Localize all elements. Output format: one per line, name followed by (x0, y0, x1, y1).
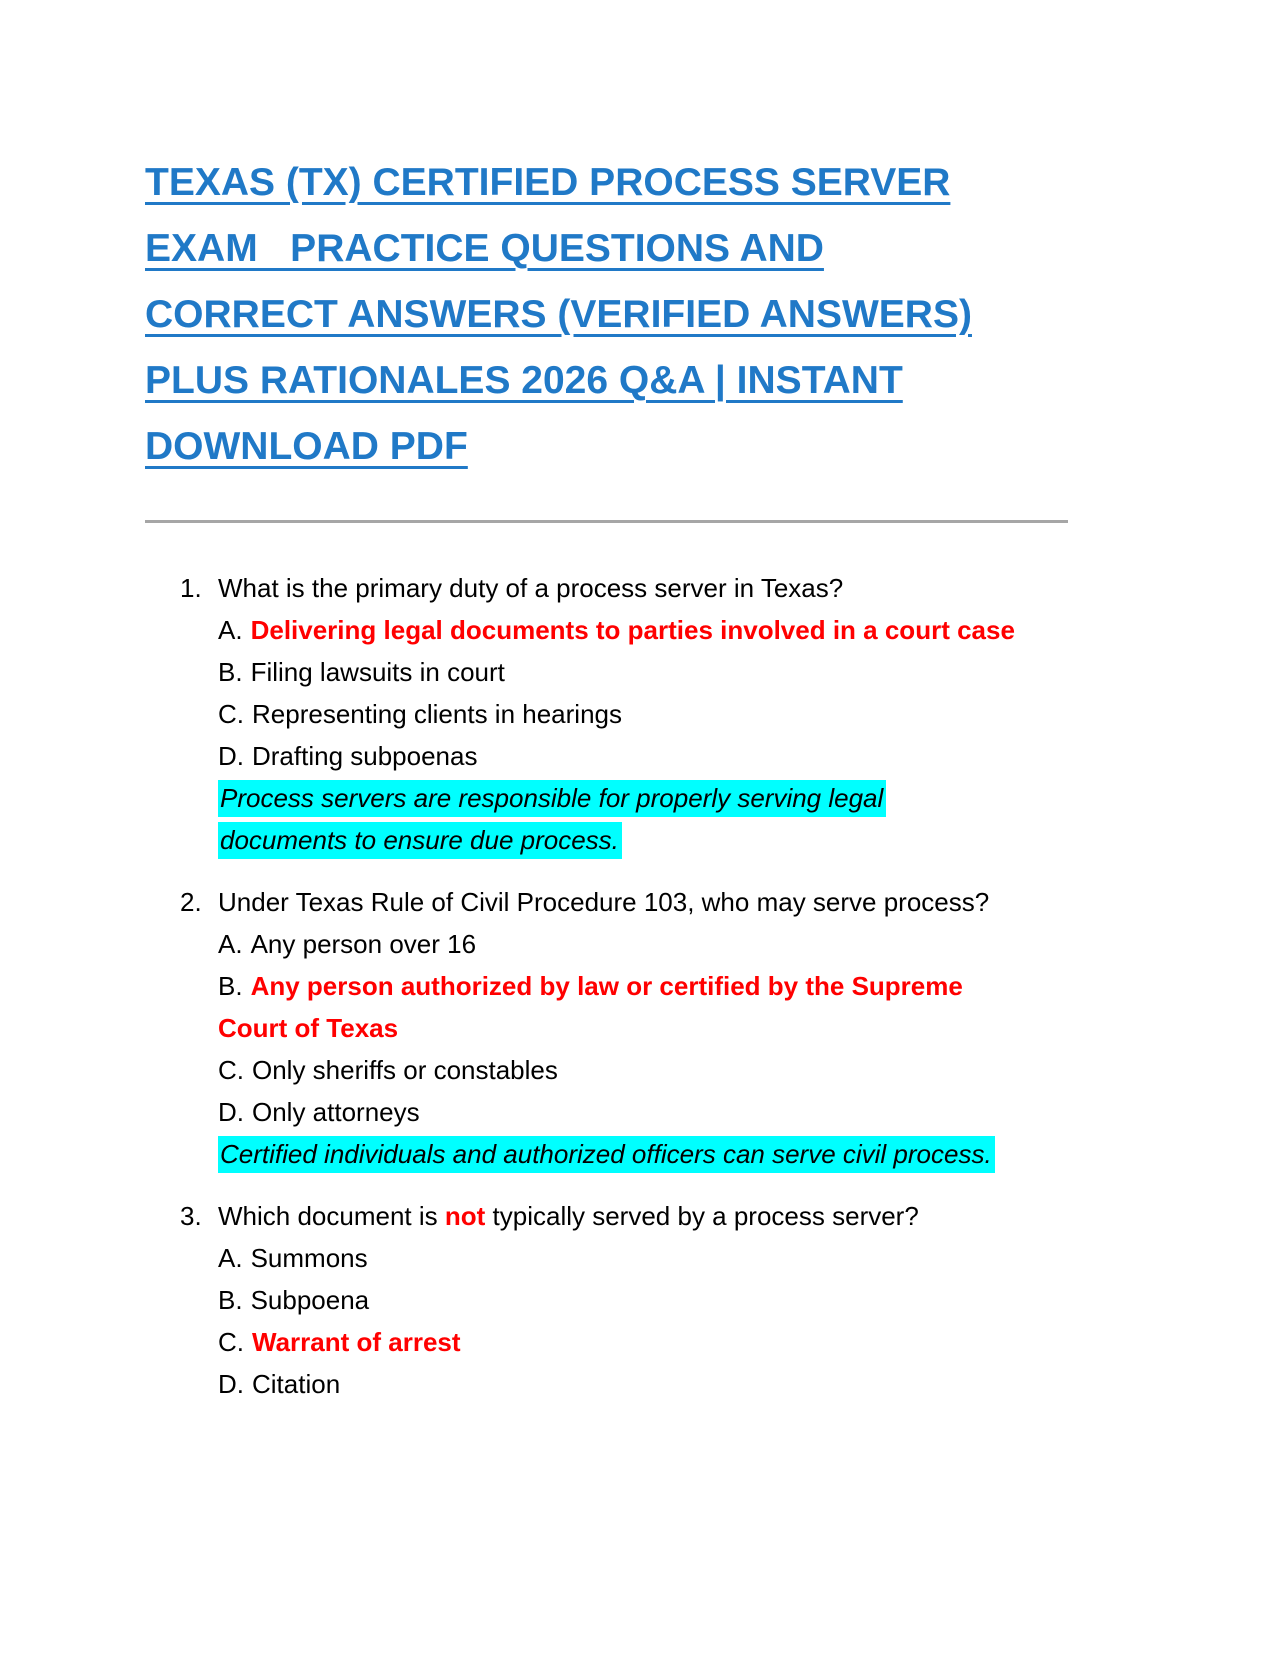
option-letter: D. (218, 1097, 244, 1127)
question-3 (180, 1195, 1280, 1405)
prompt-text: What is the primary duty of a process server in Texas? (218, 573, 844, 603)
option-letter: B. (218, 1285, 243, 1315)
option-d (218, 1363, 1088, 1405)
question-prompt (218, 567, 1088, 609)
prompt-text: Which document is (218, 1201, 445, 1231)
title-line[interactable]: PLUS RATIONALES 2026 Q&A | INSTANT (145, 359, 903, 402)
option-c (218, 693, 1088, 735)
option-text-correct: Any person authorized by law or certified by the Supreme (250, 971, 963, 1001)
option-letter: C. (218, 1055, 244, 1085)
option-text: Citation (252, 1369, 341, 1399)
option-letter: A. (218, 615, 243, 645)
option-text: Only sheriffs or constables (252, 1055, 558, 1085)
question-number: 3. (180, 1201, 202, 1231)
question-list (180, 567, 1280, 1405)
section-divider (145, 520, 1068, 523)
title-line[interactable]: CORRECT ANSWERS (VERIFIED ANSWERS) (145, 293, 972, 336)
rationale-text: documents to ensure due process. (218, 822, 622, 859)
question-body (218, 1195, 1088, 1405)
title-line[interactable]: DOWNLOAD PDF (145, 425, 468, 468)
option-d (218, 735, 1088, 777)
option-text: Representing clients in hearings (252, 699, 622, 729)
option-a (218, 1237, 1088, 1279)
question-2 (180, 881, 1280, 1175)
option-a (218, 923, 1088, 965)
option-text: Drafting subpoenas (252, 741, 478, 771)
option-text: Any person over 16 (250, 929, 477, 959)
prompt-emphasis: not (444, 1201, 486, 1231)
title-line[interactable]: EXAM PRACTICE QUESTIONS AND (145, 227, 824, 270)
option-text: Summons (250, 1243, 368, 1273)
option-text-correct: Delivering legal documents to parties involved in a court case (250, 615, 1015, 645)
prompt-text: typically served by a process server? (485, 1201, 919, 1231)
option-b (218, 965, 1088, 1049)
document-title-link[interactable] (145, 150, 1280, 480)
option-a (218, 609, 1088, 651)
option-letter: B. (218, 657, 243, 687)
option-b (218, 1279, 1088, 1321)
question-prompt (218, 1195, 1088, 1237)
rationale-text: Certified individuals and authorized officers can serve civil process. (218, 1136, 995, 1173)
question-body (218, 567, 1088, 861)
rationale-line (218, 819, 1088, 861)
rationale-text: Process servers are responsible for properly serving legal (218, 780, 886, 817)
option-text: Filing lawsuits in court (250, 657, 505, 687)
option-letter: D. (218, 741, 244, 771)
question-1 (180, 567, 1280, 861)
option-letter: A. (218, 929, 243, 959)
option-c (218, 1321, 1088, 1363)
option-text-correct-line-2: Court of Texas (218, 1013, 399, 1043)
title-line[interactable]: TEXAS (TX) CERTIFIED PROCESS SERVER (145, 161, 951, 204)
option-text: Only attorneys (252, 1097, 420, 1127)
question-body (218, 881, 1088, 1175)
rationale-line (218, 1133, 1088, 1175)
option-letter: C. (218, 1327, 244, 1357)
option-b (218, 651, 1088, 693)
question-number: 2. (180, 887, 202, 917)
option-letter: C. (218, 699, 244, 729)
option-d (218, 1091, 1088, 1133)
option-letter: D. (218, 1369, 244, 1399)
question-number: 1. (180, 573, 202, 603)
rationale-line (218, 777, 1088, 819)
question-prompt (218, 881, 1088, 923)
prompt-text: Under Texas Rule of Civil Procedure 103, who may serve process? (218, 887, 990, 917)
option-letter: B. (218, 971, 243, 1001)
option-text-correct: Warrant of arrest (252, 1327, 461, 1357)
option-text: Subpoena (250, 1285, 370, 1315)
option-letter: A. (218, 1243, 243, 1273)
option-c (218, 1049, 1088, 1091)
